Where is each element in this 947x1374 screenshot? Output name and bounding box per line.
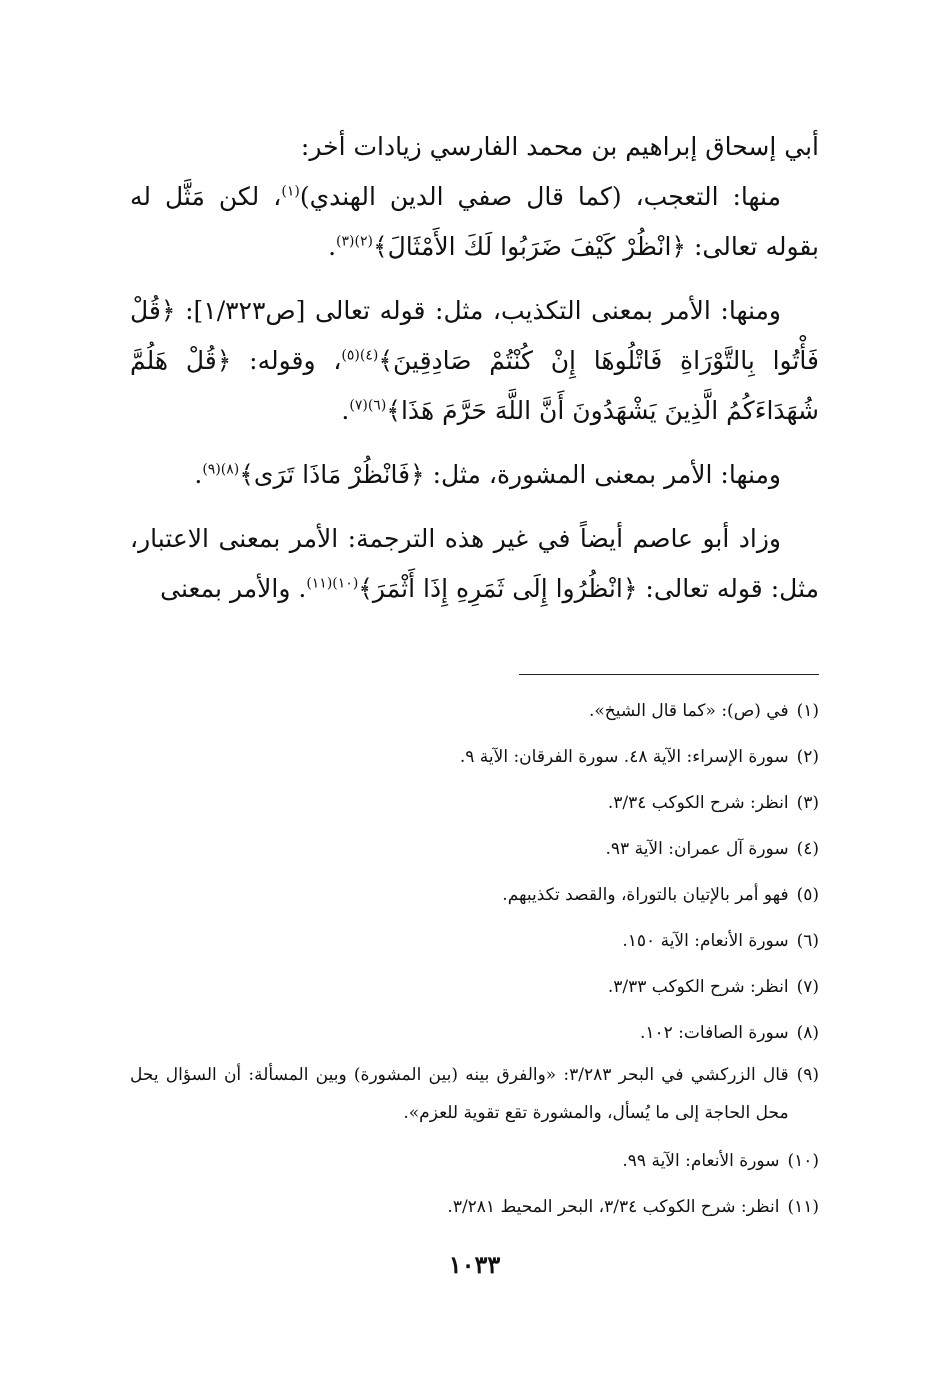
footnote-4: (٤) سورة آل عمران: الآية ٩٣.	[605, 839, 819, 859]
paragraph-5: وزاد أبو عاصم أيضاً في غير هذه الترجمة: الأمر بمعنى الاعتبار، مثل: قوله تعالى: ﴿انْظُرُوا إِلَى ثَمَرِهِ إِذَا أَثْمَرَ﴾$^{(١٠)(١١)}$. والأمر بمعنى	[130, 524, 819, 603]
main-text	[130, 122, 819, 614]
quran-quote: ﴿فَانْظُرْ مَاذَا تَرَى﴾	[239, 460, 425, 489]
footnote-5: (٥) فهو أمر بالإتيان بالتوراة، والقصد تكذيبهم.	[502, 885, 819, 905]
footnote-ref: (٢)(٣)	[336, 233, 373, 250]
footnote-11: (١١) انظر: شرح الكوكب ٣/٣٤، البحر المحيط ٣/٢٨١.	[447, 1197, 819, 1217]
footnote-divider	[519, 674, 819, 675]
footnote-2: (٢) سورة الإسراء: الآية ٤٨. سورة الفرقان: الآية ٩.	[459, 747, 819, 767]
paragraph-1: أبي إسحاق إبراهيم بن محمد الفارسي زيادات أخر:	[300, 132, 819, 161]
footnote-3: (٣) انظر: شرح الكوكب ٣/٣٤.	[607, 793, 819, 813]
quran-quote: ﴿انْظُرُوا إِلَى ثَمَرِهِ إِذَا أَثْمَرَ﴾	[358, 574, 638, 603]
footnote-10: (١٠) سورة الأنعام: الآية ٩٩.	[622, 1151, 819, 1171]
footnote-7: (٧) انظر: شرح الكوكب ٣/٣٣.	[607, 977, 819, 997]
footnote-ref: (٤)(٥)	[341, 347, 379, 364]
footnote-9: (٩) قال الزركشي في البحر ٣/٢٨٣: «والفرق بينه (بين المشورة) وبين المسألة: أن السؤال يحل محل الحاجة إلى ما يُسأل، والمشورة تقع تقوية للعزم».	[130, 1065, 819, 1123]
footnote-ref: (٦)(٧)	[349, 397, 387, 414]
footnote-ref: (١٠)(١١)	[306, 575, 359, 592]
quran-quote: ﴿قُلْ فَأْتُوا بِالتَّوْرَاةِ فَاتْلُوهَا إِنْ كُنْتُمْ صَادِقِينَ﴾	[130, 296, 819, 375]
footnote-6: (٦) سورة الأنعام: الآية ١٥٠.	[622, 931, 819, 951]
footnote-1: (١) في (ص): «كما قال الشيخ».	[588, 701, 819, 721]
quran-quote: ﴿انْظُرْ كَيْفَ ضَرَبُوا لَكَ الأَمْثَالَ﴾	[372, 232, 687, 261]
paragraph-2: منها: التعجب، (كما قال صفي الدين الهندي)$^{(١)}$، لكن مَثَّل له بقوله تعالى: ﴿انْظُرْ كَيْفَ ضَرَبُوا لَكَ الأَمْثَالَ﴾$^{(٢)(٣)}$.	[130, 182, 819, 261]
page	[130, 122, 819, 1374]
footnotes	[130, 688, 819, 1230]
quran-quote: ﴿قُلْ هَلُمَّ شُهَدَاءَكُمُ الَّذِينَ يَشْهَدُونَ أَنَّ اللَّهَ حَرَّمَ هَذَا﴾	[130, 346, 819, 425]
footnote-ref: (١)	[281, 183, 300, 200]
paragraph-3: ومنها: الأمر بمعنى التكذيب، مثل: قوله تعالى [ص١/٣٢٣]: ﴿قُلْ فَأْتُوا بِالتَّوْرَاةِ فَاتْلُوهَا إِنْ كُنْتُمْ صَادِقِينَ﴾$^{(٤)(٥)}$، وقوله: ﴿قُلْ هَلُمَّ شُهَدَاءَكُمُ الَّذِينَ يَشْهَدُونَ أَنَّ اللَّهَ حَرَّمَ هَذَا﴾$^{(٦)(٧)}$.	[130, 296, 819, 425]
footnote-ref: (٨)(٩)	[202, 461, 240, 478]
paragraph-4: ومنها: الأمر بمعنى المشورة، مثل: ﴿فَانْظُرْ مَاذَا تَرَى﴾$^{(٨)(٩)}$.	[194, 460, 781, 489]
page-number: ١٠٣٣	[448, 1250, 501, 1279]
footnote-8: (٨) سورة الصافات: ١٠٢.	[639, 1023, 819, 1043]
